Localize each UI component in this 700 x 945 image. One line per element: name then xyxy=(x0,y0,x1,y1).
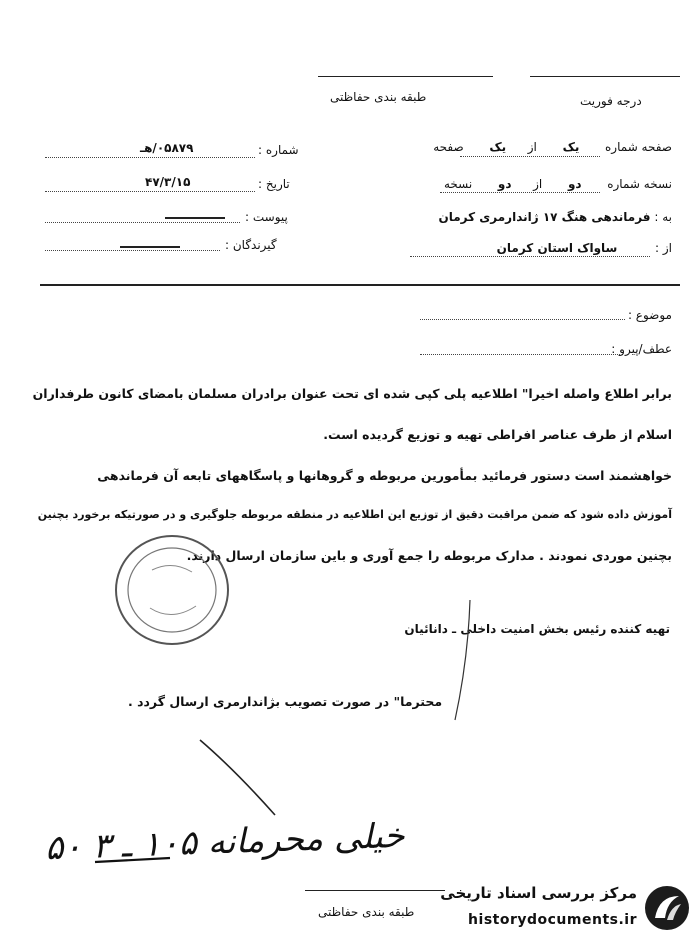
body-line-5: بچنین موردی نمودند . مدارک مربوطه را جمع آوری و باین سازمان ارسال دارند. xyxy=(186,548,672,563)
preparer-line: تهیه کننده رئیس بخش امنیت داخلی ـ دانائیان xyxy=(404,622,670,636)
date-dots xyxy=(45,191,255,192)
bottom-classification: طبقه بندی حفاظتی xyxy=(318,905,415,919)
urgency-top-line xyxy=(530,76,680,77)
bottom-classification-line xyxy=(305,890,445,891)
attachment-dots xyxy=(45,222,240,223)
date-value: ۴۷/۳/۱۵ xyxy=(145,175,191,189)
from-dots xyxy=(410,256,650,257)
body-line-3: خواهشمند است دستور فرمائید بمأمورین مربوطه و گروهانها و پاسگاههای تابعه آن فرماندهی xyxy=(97,468,672,483)
classification-label: طبقه بندی حفاظتی xyxy=(330,90,427,104)
copy-of: از xyxy=(533,177,543,191)
page-word: صفحه xyxy=(433,140,464,154)
number-dots xyxy=(45,157,255,158)
page-no-label: صفحه شماره xyxy=(605,140,672,154)
reference-dots xyxy=(420,354,620,355)
body-line-2: اسلام از طرف عناصر افراطی تهیه و توزیع گردیده است. xyxy=(323,427,672,442)
recipients-dots xyxy=(45,250,220,251)
body-line-4: آموزش داده شود که ضمن مراقبت دقیق از توزیع این اطلاعیه در منطقه مربوطه جلوگیری و در صورتیکه برخورد بچنین xyxy=(37,508,672,521)
watermark xyxy=(440,878,695,940)
number-label: شماره : xyxy=(258,143,299,157)
copy-no-value: دو xyxy=(567,177,582,191)
copy-no-label: نسخه شماره xyxy=(607,177,672,191)
reference-label: عطف/پیرو : xyxy=(611,342,672,356)
page-no-value: یک xyxy=(562,140,580,154)
page-of: از xyxy=(527,140,537,154)
to-value: فرماندهی هنگ ۱۷ ژاندارمری کرمان xyxy=(438,210,651,224)
attachment-label: پیوست : xyxy=(245,210,288,224)
classification-top-line xyxy=(318,76,493,77)
header-separator xyxy=(40,284,680,286)
watermark-url: historydocuments.ir xyxy=(468,912,637,928)
page-total-value: یک xyxy=(489,140,507,154)
from-row xyxy=(497,241,672,255)
round-stamp xyxy=(112,530,232,650)
to-label: به : xyxy=(654,210,672,224)
page-no-row xyxy=(433,140,672,154)
recipients-label: گیرندگان : xyxy=(225,238,277,252)
number-value: ۰۵۸۷۹/هـ xyxy=(140,141,194,155)
body-line-1: برابر اطلاع واصله اخیرا" اطلاعیه پلی کپی شده ای تحت عنوان برادران مسلمان بامضای کانون طرفداران xyxy=(32,386,672,401)
copy-word: نسخه xyxy=(443,177,473,191)
copy-total-value: دو xyxy=(497,177,512,191)
subject-dots xyxy=(420,319,625,320)
handwritten-note: خیلی محرمانه ۱۰۵ ـ ۳ ۵۰ xyxy=(44,815,406,869)
watermark-logo-icon xyxy=(643,884,691,932)
stamp-icon xyxy=(112,530,232,650)
from-label: از : xyxy=(655,241,672,255)
urgency-label: درجه فوریت xyxy=(580,94,642,108)
copy-no-row xyxy=(444,177,672,191)
attachment-dash xyxy=(165,217,225,219)
from-value: ساواک استان کرمان xyxy=(496,241,618,255)
subject-label: موضوع : xyxy=(627,308,672,322)
watermark-title: مرکز بررسی اسناد تاریخی xyxy=(440,884,637,902)
page-no-dots xyxy=(460,156,600,157)
footer-note: محترما" در صورت تصویب بژاندارمری ارسال گردد . xyxy=(128,694,443,709)
to-row xyxy=(438,210,672,224)
recipients-dash xyxy=(120,246,180,248)
copy-no-dots xyxy=(440,192,600,193)
date-label: تاریخ : xyxy=(258,177,290,191)
